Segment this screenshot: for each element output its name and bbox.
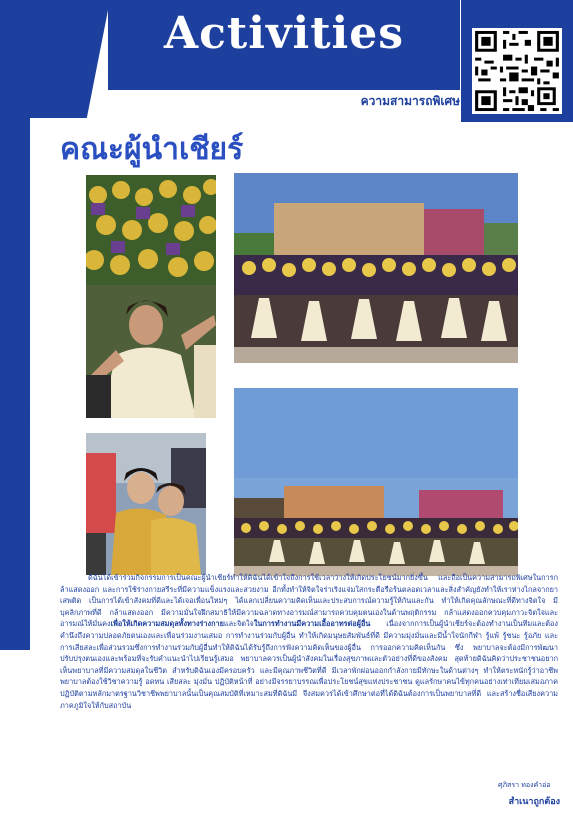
page-title: Activities (163, 8, 405, 59)
cheerleader-photo-1 (86, 175, 216, 418)
body-paragraph (60, 572, 558, 711)
section-title: คณะผู้นำเชียร์ (60, 132, 244, 167)
certified-copy-label: สำเนาถูกต้อง (508, 797, 560, 807)
body-text-part-3: เนื่องจากการเป็นผู้นำเชียร์จะต้องทำงานเป็นทีมและต้องคำนึงถึงความปลอดภัยตนเองและเพื่อนร่วมงานเสมอ การทำงานร่วมกับผู้อื่น ทำให้เกิดมนุษยสัมพันธ์ที่ดี มีความมุ่งมั่นและมีน้ำใจนักกีฬา รู้แพ้ รู้ชนะ รู้อภัย และการเสียสละเพื่อส่วนรวมซึ่งการทำงานร่วมกับผู้อื่นทำให้ดิฉันได้รับรู้ถึงการฟังความคิดเห็นของผู้อื่น การออกความคิดเห็นกัน ซึ่ง พยาบาลจะต้องมีการพัฒนาปรับปรุงตนเองและพร้อมที่จะรับคำแนะนำไปเรียนรู้เสมอ พยาบาลควรเป็นผู้นำสังคมในเรื่องสุขภาพและตัวอย่างที่ดีของสังคม สุดท้ายดิฉันคิดว่าประชาชนอยากเห็นพยาบาลที่มีความสมดุลในชีวิต สำหรับดิฉันเองมีครอบครัว และมีคุณภาพชีวิตที่ดี มีเวลาพักผ่อนออกกำลังกายมีทักษะในด้านต่างๆ ทำให้ตระหนักรู้ว่าอาชีพพยาบาลต้องใช้วิชาความรู้ อดทน เสียสละ มุ่งมั่น ปฏิบัติหน้าที่ อย่างมีจรรยาบรรณเพื่อประโยชน์สุขแห่งประชาชน ดูแลรักษาคนไข้ทุกคนอย่างเท่าเทียมเสมอภาค ปฏิบัติตามหลักมาตรฐานวิชาชีพพยาบาลนั้นเป็นคุณสมบัติที่เหมาะสมที่ดิฉันมี จึงสมควรได้เข้าศึกษาต่อที่ได้ดิฉันต้องการเป็นพยาบาลที่ดี และสร้างชื่อเสียงความภาคภูมิใจให้กับสถาบัน (60, 619, 558, 710)
body-emphasis-1: เพื่อให้เกิดความสมดุลทั้งทางร่างกาย (110, 619, 224, 629)
body-text-part-1: ดิฉันได้เข้าร่วมกิจกรรมการเป็นคณะผู้นำเชียร์ทำให้ดิฉันได้เข้าใจถึงการใช้เวลาว่างให้เกิดประโยชน์มากยิ่งขึ้น และถือเป็นความสามารถพิเศษในการกล้าแสดงออก และการใช้ร่างกายสรีระที่มีความแข็งแรงและสวยงาม อีกทั้งทำให้จิตใจร่าเริงแจ่มใสกระตือรือร้นตลอดเวลาและสิ่งสำคัญยังทำให้เราห่างไกลจากยาเสพติด เป็นการได้เข้าสังคมที่ดีและได้เจอเพื่อนใหม่ๆ ได้แลกเปลี่ยนความคิดเห็นและประสบการณ์ความรู้ให้กันและกัน ทำให้เกิดคุณลักษณะที่ดีทางจิตใจ มีบุคลิกภาพที่ดี กล้าแสดงออก มีความมั่นใจฝึกสมาธิให้มีความฉลาดทางอารมณ์สามารถควบคุมตนเองในด้านพฤติกรรม กล้าแสดงออกควบคุมภาวะจิตใจและอารมณ์ให้มั่นคง (60, 573, 558, 629)
cheerleader-photo-3 (86, 433, 206, 575)
cheerleader-photo-4 (234, 388, 518, 576)
qr-code-icon[interactable] (472, 28, 562, 114)
cheerleader-photo-2 (234, 173, 518, 363)
signature-scribble: ศุภิสรา ทองคำอ่อ (498, 781, 551, 789)
body-text-part-2: และจิตใจ (223, 619, 254, 629)
body-emphasis-2: ในการทำงานมีความเอื้ออาทรต่อผู้อื่น (253, 619, 371, 629)
page-subtitle: ความสามารถพิเศษ (360, 94, 460, 108)
